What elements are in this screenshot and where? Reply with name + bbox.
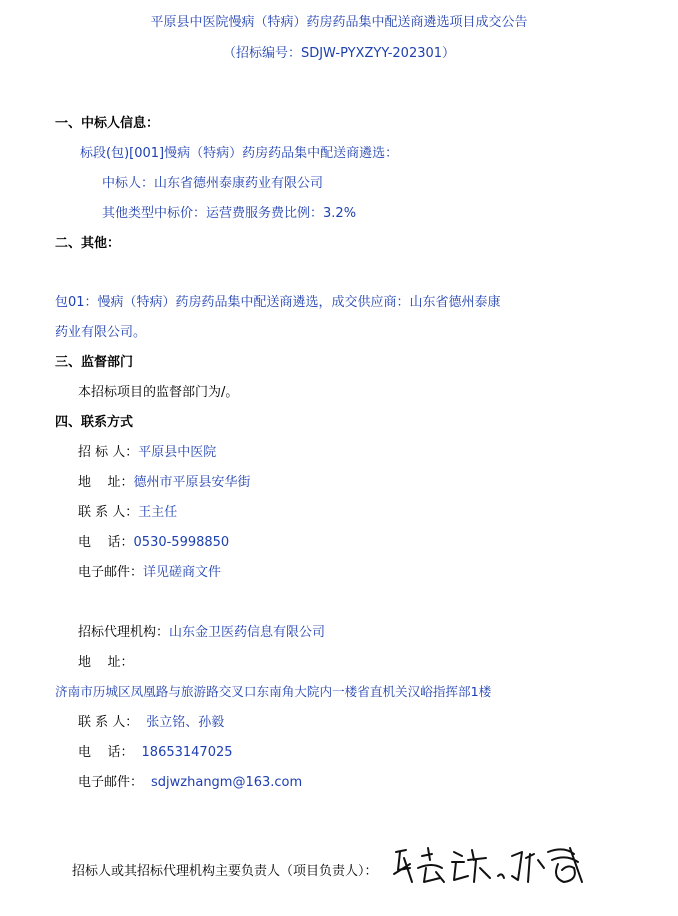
phone-label: 电 话： — [78, 535, 134, 550]
agency-phone-value: 18653147025 — [141, 745, 233, 760]
winner-label: 中标人： — [102, 176, 155, 191]
agency-address-label: 地 址： — [78, 655, 134, 670]
address-line — [78, 471, 251, 490]
price-line — [102, 202, 356, 221]
address-value: 德州市平原县安华街 — [133, 475, 251, 490]
agency-address-value: 济南市历城区凤凰路与旅游路交叉口东南角大院内一楼省直机关汉峪指挥部1楼 — [55, 684, 492, 699]
tender-code: （招标编号：SDJW-PYXZYY-202301） — [222, 46, 456, 61]
buyer-label: 招 标 人： — [78, 445, 139, 460]
contact-value: 王主任 — [138, 505, 178, 520]
supervision-text: 本招标项目的监督部门为/。 — [78, 385, 239, 400]
announcement-title: 平原县中医院慢病（特病）药房药品集中配送商遴选项目成交公告 — [150, 15, 528, 30]
agency-line — [78, 621, 325, 640]
phone-value: 0530-5998850 — [133, 535, 230, 550]
email-label: 电子邮件： — [78, 565, 144, 580]
agency-contact-value: 张立铭、孙毅 — [146, 715, 225, 730]
other-line-1: 包01：慢病（特病）药房药品集中配送商遴选，成交供应商：山东省德州泰康 — [55, 295, 501, 310]
contact-label: 联 系 人： — [78, 505, 139, 520]
email-line — [78, 561, 221, 580]
footer-responsible: 招标人或其招标代理机构主要负责人（项目负责人）： — [72, 864, 378, 879]
handwritten-signature — [388, 838, 588, 888]
agency-contact-label: 联 系 人： — [78, 715, 139, 730]
address-label: 地 址： — [78, 475, 134, 490]
contact-line — [78, 501, 177, 520]
agency-label: 招标代理机构： — [78, 625, 170, 640]
agency-phone-label: 电 话： — [78, 745, 134, 760]
winner-value: 山东省德州泰康药业有限公司 — [154, 176, 324, 191]
agency-contact-line — [78, 711, 224, 730]
buyer-line — [78, 441, 216, 460]
winner-line — [102, 172, 323, 191]
section-heading-contact: 四、联系方式 — [55, 415, 134, 430]
section-heading-other: 二、其他： — [55, 236, 121, 251]
email-value: 详见磋商文件 — [143, 565, 222, 580]
agency-value: 山东金卫医药信息有限公司 — [169, 625, 326, 640]
agency-email-value: sdjwzhangm@163.com — [151, 775, 303, 790]
lot-line: 标段(包)[001]慢病（特病）药房药品集中配送商遴选： — [80, 146, 399, 161]
section-heading-supervision: 三、监督部门 — [55, 355, 134, 370]
phone-line — [78, 531, 229, 550]
section-heading-winner: 一、中标人信息： — [55, 116, 160, 131]
agency-email-label: 电子邮件： — [78, 775, 144, 790]
price-value: 运营费服务费比例：3.2% — [206, 206, 357, 221]
price-label: 其他类型中标价： — [102, 206, 207, 221]
agency-phone-line — [78, 741, 233, 760]
buyer-value: 平原县中医院 — [138, 445, 217, 460]
agency-email-line — [78, 771, 302, 790]
other-line-2: 药业有限公司。 — [55, 325, 147, 340]
